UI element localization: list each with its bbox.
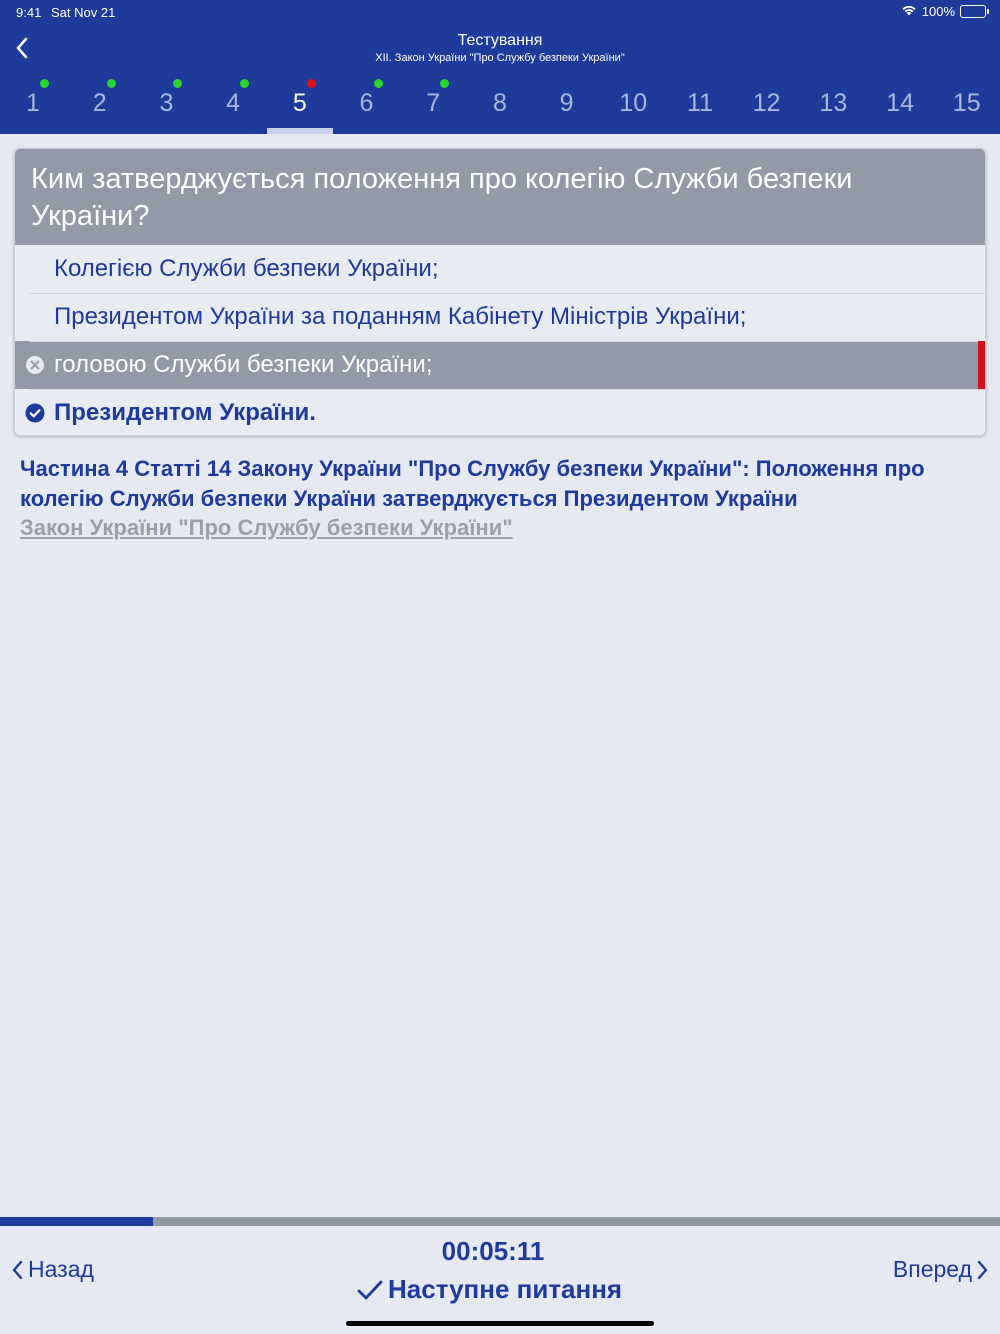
tab-question-15[interactable] <box>934 74 1000 134</box>
correct-dot-icon <box>240 79 249 88</box>
correct-dot-icon <box>374 79 383 88</box>
tab-number: 10 <box>619 89 648 117</box>
next-question-label: Наступне питання <box>388 1274 623 1304</box>
answer-label: головою Служби безпеки України; <box>54 351 433 378</box>
tab-number: 15 <box>952 89 981 117</box>
tab-number: 6 <box>359 89 374 117</box>
wrong-answer-marker <box>978 341 985 389</box>
correct-dot-icon <box>173 79 182 88</box>
battery-icon <box>960 5 986 18</box>
tab-number: 3 <box>159 89 174 117</box>
answer-label: Президентом України за поданням Кабінету Міністрів України; <box>54 303 747 330</box>
tab-number: 8 <box>492 89 507 117</box>
progress-fill <box>0 1217 153 1226</box>
correct-dot-icon <box>40 79 49 88</box>
tab-number: 2 <box>92 89 107 117</box>
tab-question-12[interactable] <box>734 74 800 134</box>
status-indicators <box>901 4 986 19</box>
tab-question-10[interactable] <box>600 74 666 134</box>
status-time: 9:41 <box>16 5 42 20</box>
wifi-icon <box>901 4 917 19</box>
tab-question-13[interactable] <box>800 74 866 134</box>
answer-label: Президентом України. <box>54 399 316 426</box>
question-text: Ким затверджується положення про колегію Служби безпеки України? <box>15 149 985 245</box>
tab-number: 13 <box>819 89 848 117</box>
tab-question-1[interactable] <box>0 74 66 134</box>
forward-button[interactable] <box>893 1256 988 1283</box>
tab-question-3[interactable] <box>133 74 199 134</box>
question-tabs <box>0 74 1000 134</box>
progress-bar <box>0 1217 1000 1226</box>
tab-question-5[interactable] <box>267 74 333 134</box>
next-question-button[interactable] <box>356 1274 622 1305</box>
battery-percent: 100% <box>921 4 955 19</box>
chevron-right-icon <box>976 1260 988 1280</box>
nav-title: Тестування <box>457 32 543 49</box>
tab-number: 4 <box>226 89 241 117</box>
question-card <box>14 148 986 436</box>
tab-number: 9 <box>559 89 574 117</box>
answer-label: Колегією Служби безпеки України; <box>54 255 439 282</box>
tab-number: 5 <box>292 89 307 117</box>
tab-question-6[interactable] <box>334 74 400 134</box>
tab-question-8[interactable] <box>467 74 533 134</box>
answer-option-1[interactable] <box>15 245 985 293</box>
forward-label: Вперед <box>892 1256 972 1282</box>
check-circle-icon <box>25 403 45 423</box>
active-tab-indicator <box>267 128 333 134</box>
tab-question-4[interactable] <box>200 74 266 134</box>
status-date: Sat Nov 21 <box>51 5 116 20</box>
tab-number: 1 <box>26 89 40 117</box>
checkmark-icon <box>356 1279 384 1301</box>
answer-option-3[interactable] <box>15 341 985 389</box>
tab-number: 14 <box>886 89 914 117</box>
home-indicator <box>346 1321 654 1326</box>
source-link[interactable]: Закон України "Про Службу безпеки України" <box>20 515 513 540</box>
correct-dot-icon <box>440 79 449 88</box>
wrong-dot-icon <box>307 79 316 88</box>
tab-question-2[interactable] <box>67 74 133 134</box>
tab-number: 7 <box>426 89 441 117</box>
tab-number: 11 <box>687 89 713 117</box>
answer-option-2[interactable] <box>15 293 985 341</box>
header <box>0 0 1000 134</box>
tab-question-14[interactable] <box>867 74 933 134</box>
timer: 00:05:11 <box>441 1236 545 1266</box>
status-bar <box>0 0 1000 24</box>
correct-dot-icon <box>107 79 116 88</box>
tab-question-9[interactable] <box>534 74 600 134</box>
answer-option-4[interactable] <box>15 389 985 436</box>
nav-subtitle: XII. Закон України "Про Службу безпеки України" <box>375 52 625 64</box>
prev-label: Назад <box>28 1256 94 1282</box>
tab-number: 12 <box>752 89 781 117</box>
explanation-text: Частина 4 Статті 14 Закону України "Про Службу безпеки України": Положення про колегію Служби безпеки України затверджується Президентом України <box>20 456 925 511</box>
tab-question-7[interactable] <box>400 74 466 134</box>
x-circle-icon <box>25 355 45 375</box>
tab-question-11[interactable] <box>667 74 733 134</box>
